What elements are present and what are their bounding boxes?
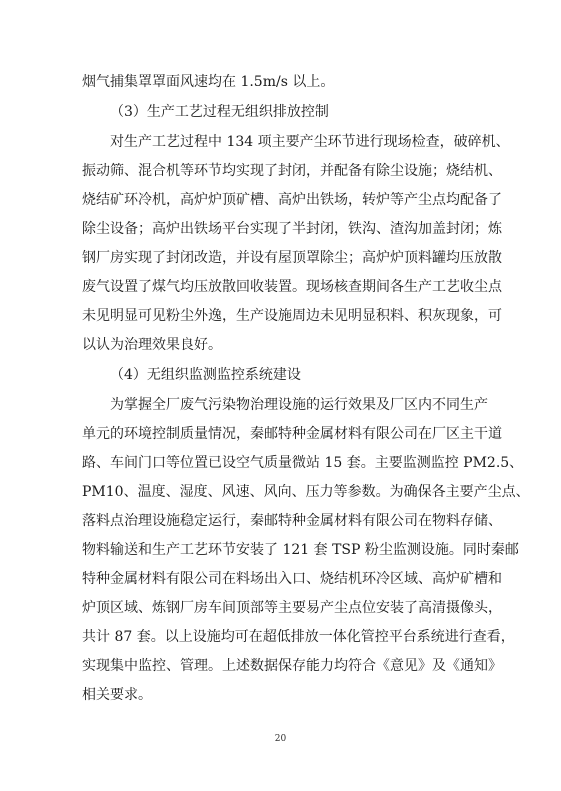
- body-text-line: 废气设置了煤气均压放散回收装置。现场核查期间各生产工艺收尘点: [82, 279, 502, 295]
- body-text-line: 炉顶区域、炼钢厂房车间顶部等主要易产尘点位安装了高清摄像头，: [82, 600, 502, 616]
- body-text-line: 除尘设备；高炉出铁场平台实现了半封闭，铁沟、渣沟加盖封闭；炼: [82, 221, 502, 237]
- body-text-line: 特种金属材料有限公司在料场出入口、烧结机环冷区域、高炉矿槽和: [82, 571, 502, 587]
- body-text-line: 以认为治理效果良好。: [82, 337, 222, 353]
- body-text-line: 烟气捕集罩罩面风速均在 1.5m/s 以上。: [82, 74, 335, 90]
- section-heading-4: （4）无组织监测监控系统建设: [110, 367, 301, 383]
- body-text-line: 单元的环境控制质量情况，秦邮特种金属材料有限公司在厂区主干道: [82, 426, 502, 442]
- body-text-line: 钢厂房实现了封闭改造，并设有屋顶罩除尘；高炉炉顶料罐均压放散: [82, 250, 502, 266]
- section-heading-3: （3）生产工艺过程无组织排放控制: [110, 104, 329, 120]
- body-text-line: PM10、温度、湿度、风速、风向、压力等参数。为确保各主要产尘点、: [82, 484, 530, 500]
- body-text-line: 烧结矿环冷机，高炉炉顶矿槽、高炉出铁场，转炉等产尘点均配备了: [82, 192, 502, 208]
- body-text-line: 为掌握全厂废气污染物治理设施的运行效果及厂区内不同生产: [110, 397, 488, 413]
- body-text-line: 实现集中监控、管理。上述数据保存能力均符合《意见》及《通知》: [82, 658, 502, 674]
- body-text-line: 振动筛、混合机等环节均实现了封闭，并配备有除尘设施；烧结机、: [82, 163, 502, 179]
- body-text-line: 路、车间门口等位置已设空气质量微站 15 套。主要监测监控 PM2.5、: [82, 455, 524, 471]
- body-text-line: 未见明显可见粉尘外逸，生产设施周边未见明显积料、积灰现象，可: [82, 308, 502, 324]
- body-text-line: 落料点治理设施稳定运行，秦邮特种金属材料有限公司在物料存储、: [82, 513, 502, 529]
- body-text-line: 物料输送和生产工艺环节安装了 121 套 TSP 粉尘监测设施。同时秦邮: [82, 542, 519, 558]
- page-number: 20: [274, 734, 287, 744]
- body-text-line: 共计 87 套。以上设施均可在超低排放一体化管控平台系统进行查看，: [82, 629, 515, 645]
- body-text-line: 对生产工艺过程中 134 项主要产尘环节进行现场检查，破碎机、: [110, 134, 510, 150]
- body-text-line: 相关要求。: [82, 687, 152, 703]
